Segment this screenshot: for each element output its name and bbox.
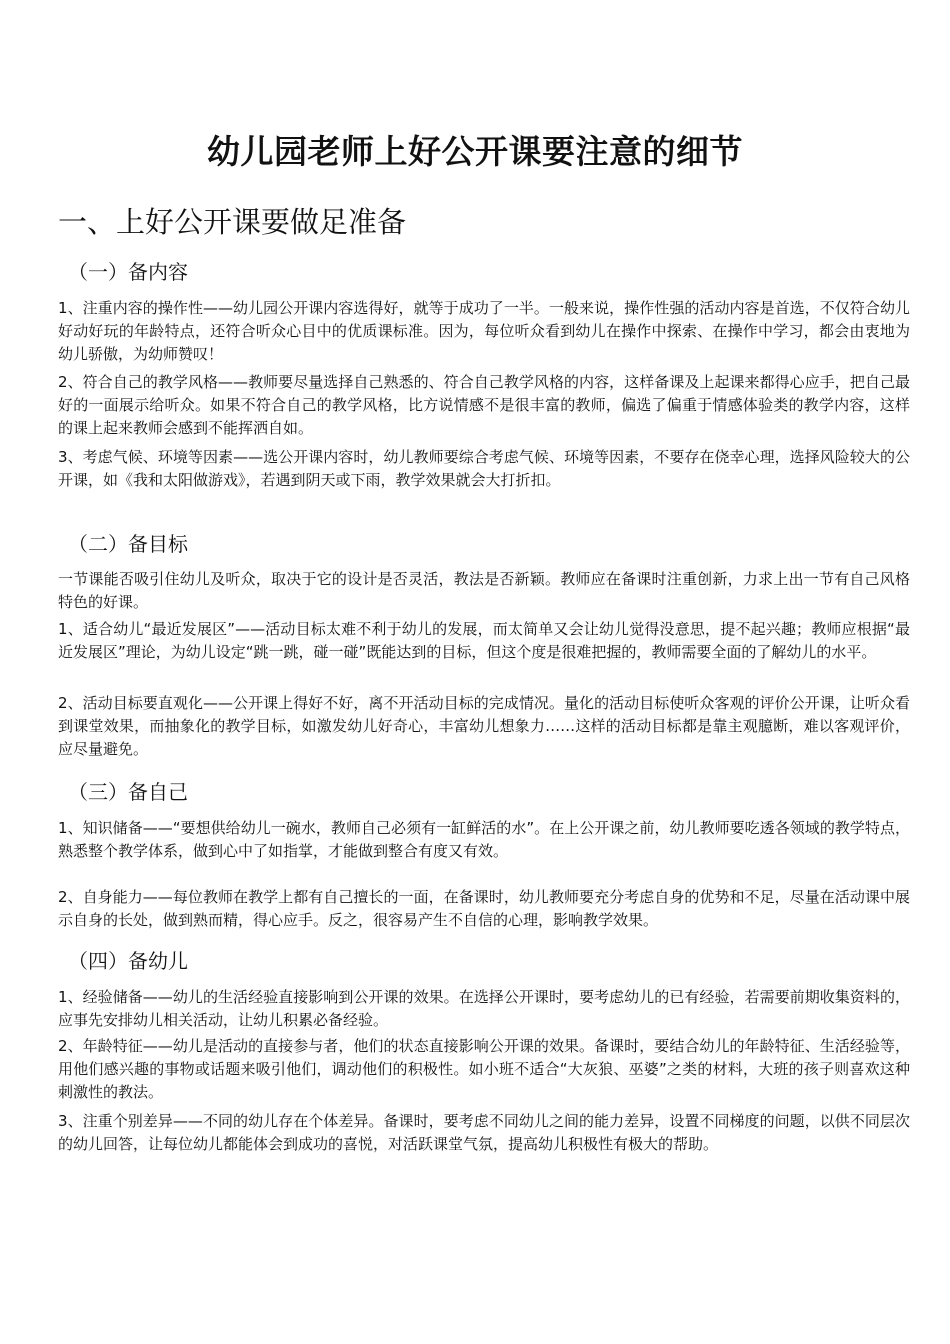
paragraph-content-1: 1、注重内容的操作性——幼儿园公开课内容选得好，就等于成功了一半。一般来说，操作性强的活动内容是首选，不仅符合幼儿好动好玩的年龄特点，还符合听众心目中的优质课标准。因为，每位听众看到幼儿在操作中探索、在操作中学习，都会由衷地为幼儿骄傲，为幼师赞叹！ xyxy=(58,299,910,363)
document-title: 幼儿园老师上好公开课要注意的细节 xyxy=(207,132,743,171)
paragraph-children-1: 1、经验储备——幼儿的生活经验直接影响到公开课的效果。在选择公开课时，要考虑幼儿的已有经验，若需要前期收集资料的，应事先安排幼儿相关活动，让幼儿积累必备经验。 xyxy=(58,988,910,1029)
paragraph-goals-1: 1、适合幼儿“最近发展区”——活动目标太难不利于幼儿的发展，而太简单又会让幼儿觉得没意思，提不起兴趣；教师应根据“最近发展区”理论，为幼儿设定“跳一跳，碰一碰”既能达到的目标，但这个度是很难把握的，教师需要全面的了解幼儿的水平。 xyxy=(58,620,910,661)
subsection-heading-content: （一）备内容 xyxy=(68,260,188,284)
paragraph-content-2: 2、符合自己的教学风格——教师要尽量选择自己熟悉的、符合自己教学风格的内容，这样备课及上起课来都得心应手，把自己最好的一面展示给听众。如果不符合自己的教学风格，比方说情感不是很丰富的教师，偏选了偏重于情感体验类的教学内容，这样的课上起来教师会感到不能挥洒自如。 xyxy=(58,373,910,437)
section-heading-preparation: 一、上好公开课要做足准备 xyxy=(58,205,407,239)
paragraph-self-2: 2、自身能力——每位教师在教学上都有自己擅长的一面，在备课时，幼儿教师要充分考虑自身的优势和不足，尽量在活动课中展示自身的长处，做到熟而精，得心应手。反之，很容易产生不自信的心理，影响教学效果。 xyxy=(58,888,910,929)
paragraph-content-3: 3、考虑气候、环境等因素——选公开课内容时，幼儿教师要综合考虑气候、环境等因素，不要存在侥幸心理，选择风险较大的公开课，如《我和太阳做游戏》，若遇到阴天或下雨，教学效果就会大打折扣。 xyxy=(58,448,910,489)
paragraph-goals-intro: 一节课能否吸引住幼儿及听众，取决于它的设计是否灵活，教法是否新颖。教师应在备课时注重创新，力求上出一节有自己风格特色的好课。 xyxy=(58,570,910,611)
paragraph-goals-2: 2、活动目标要直观化——公开课上得好不好，离不开活动目标的完成情况。量化的活动目标使听众客观的评价公开课，让听众看到课堂效果，而抽象化的教学目标，如激发幼儿好奇心，丰富幼儿想象力……这样的活动目标都是靠主观臆断，难以客观评价，应尽量避免。 xyxy=(58,694,910,758)
paragraph-children-3: 3、注重个别差异——不同的幼儿存在个体差异。备课时，要考虑不同幼儿之间的能力差异，设置不同梯度的问题，以供不同层次的幼儿回答，让每位幼儿都能体会到成功的喜悦，对活跃课堂气氛，提高幼儿积极性有极大的帮助。 xyxy=(58,1112,910,1153)
subsection-heading-self: （三）备自己 xyxy=(68,780,188,804)
paragraph-children-2: 2、年龄特征——幼儿是活动的直接参与者，他们的状态直接影响公开课的效果。备课时，要结合幼儿的年龄特征、生活经验等，用他们感兴趣的事物或话题来吸引他们，调动他们的积极性。如小班不适合“大灰狼、巫婆”之类的材料，大班的孩子则喜欢这种刺激性的教法。 xyxy=(58,1037,910,1101)
paragraph-self-1: 1、知识储备——“要想供给幼儿一碗水，教师自己必须有一缸鲜活的水”。在上公开课之前，幼儿教师要吃透各领域的教学特点，熟悉整个教学体系，做到心中了如指掌，才能做到整合有度又有效。 xyxy=(58,819,910,860)
subsection-heading-children: （四）备幼儿 xyxy=(68,949,188,973)
subsection-heading-goals: （二）备目标 xyxy=(68,532,188,556)
